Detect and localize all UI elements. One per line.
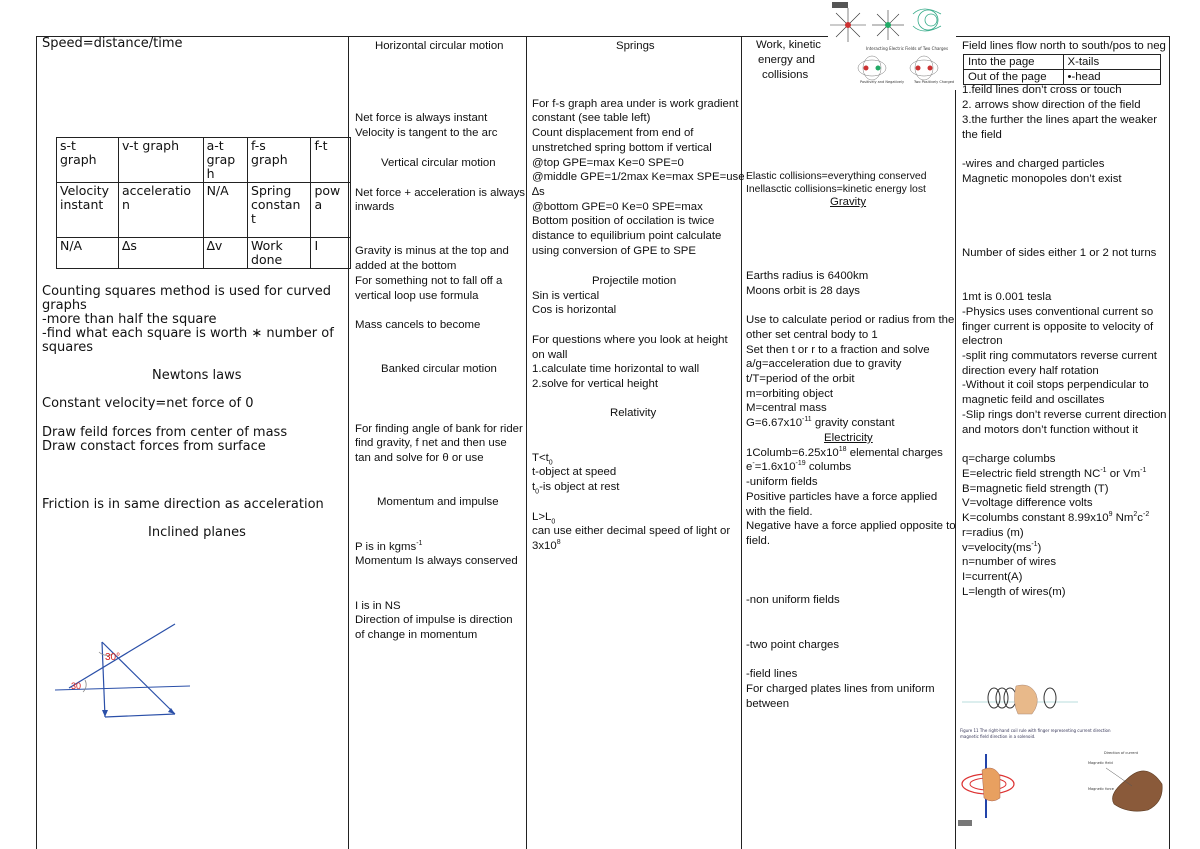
note-line: unstretched spring bottom if vertical: [532, 142, 712, 154]
note-line: Sin is vertical: [532, 290, 600, 302]
note-line: n=number of wires: [962, 556, 1057, 568]
table-cell: f-t: [311, 138, 351, 183]
note-line: tan and solve for θ or use: [355, 452, 484, 464]
table-cell: Work done: [248, 238, 311, 269]
note-line: @middle GPE=1/2max Ke=max SPE=use: [532, 171, 745, 183]
note-line: electron: [962, 335, 1003, 347]
note-line: 1.calculate time horizontal to wall: [532, 363, 700, 375]
note-line: $v=velocity(ms^{-1})$: [962, 541, 1042, 554]
note-line: Net force + acceleration is always: [355, 187, 525, 199]
table-cell: ∆v: [203, 238, 247, 269]
svg-text:Two Positively Charged: Two Positively Charged: [914, 80, 955, 84]
table-cell: Spring constan t: [248, 183, 311, 238]
note-line: with the field.: [746, 506, 813, 518]
note-line: Momentum Is always conserved: [355, 555, 518, 567]
note-line: For finding angle of bank for rider: [355, 423, 523, 435]
note-line: of change in momentum: [355, 629, 478, 641]
note-line: -field lines: [746, 668, 798, 680]
note-line: K=columbs constant $8.99x10^9$ $Nm^2c^{-2}$: [962, 511, 1150, 524]
note-line: Positive particles have a force applied: [746, 491, 938, 503]
note-line: I is in NS: [355, 600, 401, 612]
heading-work: collisions: [762, 69, 809, 81]
note-line: Gravity is minus at the top and: [355, 245, 509, 257]
svg-text:Positively and Negatively: Positively and Negatively: [860, 80, 905, 84]
table-cell: f-s graph: [248, 138, 311, 183]
heading-electricity: Electricity: [824, 432, 873, 444]
heading-springs: Springs: [616, 40, 655, 52]
note-line: the field: [962, 129, 1002, 141]
note-line: Velocity is tangent to the arc: [355, 127, 498, 139]
inclined-heading: Inclined planes: [148, 525, 246, 540]
note-line: I=current(A): [962, 571, 1023, 583]
note-line: 3.the further the lines apart the weaker: [962, 114, 1158, 126]
note-line: graphs: [42, 298, 87, 313]
note-line: Use to calculate period or radius from the: [746, 314, 955, 326]
note-line: -more than half the square: [42, 312, 217, 327]
note-line: B=magnetic field strength (T): [962, 483, 1109, 495]
note-line: r=radius (m): [962, 527, 1024, 539]
note-line: -wires and charged particles: [962, 158, 1105, 170]
note-line: magnetic feild and oscillates: [962, 394, 1105, 406]
table-cell: ∆s: [118, 238, 203, 269]
note-line: Set then t or r to a fraction and solve: [746, 344, 930, 356]
note-line: M=central mass: [746, 402, 827, 414]
field-lines-title: Field lines flow north to south/pos to neg: [962, 40, 1166, 52]
divider: [526, 37, 527, 849]
note-line: $t_0-is$ object at rest: [532, 481, 620, 496]
svg-text:magnetic field direction in a: magnetic field direction in a solenoid.: [960, 734, 1036, 739]
note-line: ∆s: [532, 186, 545, 198]
table-cell: Into the page: [964, 55, 1064, 70]
note-line: For f-s graph area under is work gradient: [532, 98, 739, 110]
note-line: added at the bottom: [355, 260, 457, 272]
table-cell: N/A: [203, 183, 247, 238]
note-line: a/g=acceleration due to gravity: [746, 358, 902, 370]
inclined-plane-diagram: [55, 620, 195, 720]
angle-label: 30: [71, 681, 82, 691]
note-line: Counting squares method is used for curved: [42, 284, 331, 299]
table-row: [964, 55, 1161, 70]
note-line: Count displacement from end of: [532, 127, 694, 139]
svg-text:Magnetic force: Magnetic force: [1088, 787, 1114, 791]
table-cell: Out of the page: [964, 70, 1064, 85]
note-line: -uniform fields: [746, 476, 818, 488]
heading-horizontal-circular: Horizontal circular motion: [375, 40, 504, 52]
svg-text:Interacting Electric Fields of: Interacting Electric Fields of Two Charges: [866, 46, 949, 51]
note-line: -split ring commutators reverse current: [962, 350, 1157, 362]
table-cell: v-t graph: [118, 138, 203, 183]
svg-text:Magnetic field: Magnetic field: [1088, 761, 1113, 765]
note-line: Constant velocity=net force of 0: [42, 396, 254, 411]
page-direction-table: [963, 54, 1161, 85]
note-line: 1.feild lines don’t cross or touch: [962, 84, 1122, 96]
heading-work: energy and: [758, 54, 815, 66]
note-line: squares: [42, 340, 94, 355]
note-line: 2.solve for vertical height: [532, 378, 658, 390]
divider: [741, 37, 742, 849]
table-row: [57, 138, 351, 183]
note-line: -Slip rings don’t reverse current direction: [962, 409, 1167, 421]
note-line: Draw constact forces from surface: [42, 439, 266, 454]
note-line: Inellasctic collisions=kinetic energy lost: [746, 184, 926, 195]
note-line: Net force is always instant: [355, 112, 488, 124]
electric-field-figure: [828, 0, 956, 90]
note-line: q=charge columbs: [962, 453, 1056, 465]
heading-relativity: Relativity: [610, 407, 657, 419]
note-line: Magnetic monopoles don’t exist: [962, 173, 1122, 185]
table-cell: a-t grap h: [203, 138, 247, 183]
divider: [955, 37, 956, 849]
note-line: Draw feild forces from center of mass: [42, 425, 288, 440]
svg-text:Direction of current: Direction of current: [1104, 751, 1139, 755]
speed-title: Speed=distance/time: [42, 36, 183, 51]
note-line: Elastic collisions=everything conserved: [746, 171, 927, 182]
table-cell: •-head: [1063, 70, 1161, 85]
note-line: @top GPE=max Ke=0 SPE=0: [532, 157, 684, 169]
note-line: and motors don’t function without it: [962, 424, 1139, 436]
heading-banked-circular: Banked circular motion: [381, 363, 497, 375]
note-line: distance to equilibrium point calculate: [532, 230, 722, 242]
note-line: $T<t_0$: [532, 452, 553, 467]
table-cell: acceleratio n: [118, 183, 203, 238]
note-line: Direction of impulse is direction: [355, 614, 513, 626]
note-line: Bottom position of occilation is twice: [532, 215, 715, 227]
note-line: constant (see table left): [532, 112, 651, 124]
angle-label: 30°: [105, 652, 121, 663]
heading-gravity: Gravity: [830, 196, 867, 208]
note-line: Friction is in same direction as acceleration: [42, 497, 324, 512]
svg-text:Figure 11 The right-hand coil: Figure 11 The right-hand coil rule with finger representing current direction: [960, 728, 1111, 733]
note-line: 2. arrows show direction of the field: [962, 99, 1141, 111]
note-line: t-object at speed: [532, 466, 617, 478]
note-line: $1Columb=6.25x10^{18}$ elemental charges: [746, 446, 943, 459]
graph-table: [56, 137, 351, 269]
note-line: V=voltage difference volts: [962, 497, 1093, 509]
note-line: For something not to fall off a: [355, 275, 503, 287]
note-line: direction every half rotation: [962, 365, 1099, 377]
note-line: -Physics uses conventional current so: [962, 306, 1154, 318]
note-line: @bottom GPE=0 Ke=0 SPE=max: [532, 201, 703, 213]
note-line: can use either decimal speed of light or: [532, 525, 731, 537]
note-line: Number of sides either 1 or 2 not turns: [962, 247, 1157, 259]
note-line: E=electric field strength $NC^{-1}$ or $Vm^{-1}$: [962, 467, 1147, 480]
note-line: $L>L_0$: [532, 511, 556, 526]
note-line: $e^-=1.6x10^{-19}$ columbs: [746, 460, 852, 473]
note-line: P is in kgms$^{-1}$: [355, 540, 423, 553]
note-line: -non uniform fields: [746, 594, 840, 606]
table-row: [57, 183, 351, 238]
note-line: L=length of wires(m): [962, 586, 1066, 598]
note-line: m=orbiting object: [746, 388, 834, 400]
table-cell: X-tails: [1063, 55, 1161, 70]
note-line: For questions where you look at height: [532, 334, 728, 346]
note-line: t/T=period of the orbit: [746, 373, 855, 385]
heading-momentum: Momentum and impulse: [377, 496, 499, 508]
note-line: Negative have a force applied opposite to: [746, 520, 956, 532]
note-line: on wall: [532, 349, 568, 361]
newtons-heading: Newtons laws: [152, 368, 242, 383]
note-line: -two point charges: [746, 639, 840, 651]
note-line: 1mt is 0.001 tesla: [962, 291, 1052, 303]
note-line: -Without it coil stops perpendicular to: [962, 379, 1149, 391]
note-line: For charged plates lines from uniform: [746, 683, 935, 695]
table-cell: s-t graph: [57, 138, 119, 183]
note-line: Moons orbit is 28 days: [746, 285, 860, 297]
heading-work: Work, kinetic: [756, 39, 821, 51]
note-line: vertical loop use formula: [355, 290, 479, 302]
right-hand-rule-figure: [956, 750, 1168, 832]
note-line: Mass cancels to become: [355, 319, 481, 331]
solenoid-hand-figure: [960, 684, 1111, 746]
note-line: $G=6.67x10^{-11}$ gravity constant: [746, 416, 895, 429]
note-line: between: [746, 698, 790, 710]
table-cell: I: [311, 238, 351, 269]
note-line: finger current is opposite to velocity of: [962, 321, 1154, 333]
note-line: $3x10^8$: [532, 539, 561, 552]
heading-projectile: Projectile motion: [592, 275, 677, 287]
note-line: Cos is horizontal: [532, 304, 617, 316]
note-line: field.: [746, 535, 771, 547]
note-line: inwards: [355, 201, 395, 213]
heading-vertical-circular: Vertical circular motion: [381, 157, 496, 169]
table-cell: Velocity instant: [57, 183, 119, 238]
table-cell: N/A: [57, 238, 119, 269]
table-row: [57, 238, 351, 269]
note-line: Earths radius is 6400km: [746, 270, 869, 282]
note-line: -find what each square is worth ∗ number of: [42, 326, 334, 341]
note-line: using conversion of GPE to SPE: [532, 245, 696, 257]
note-line: other set central body to 1: [746, 329, 878, 341]
note-line: find gravity, f net and then use: [355, 437, 507, 449]
table-cell: pow a: [311, 183, 351, 238]
